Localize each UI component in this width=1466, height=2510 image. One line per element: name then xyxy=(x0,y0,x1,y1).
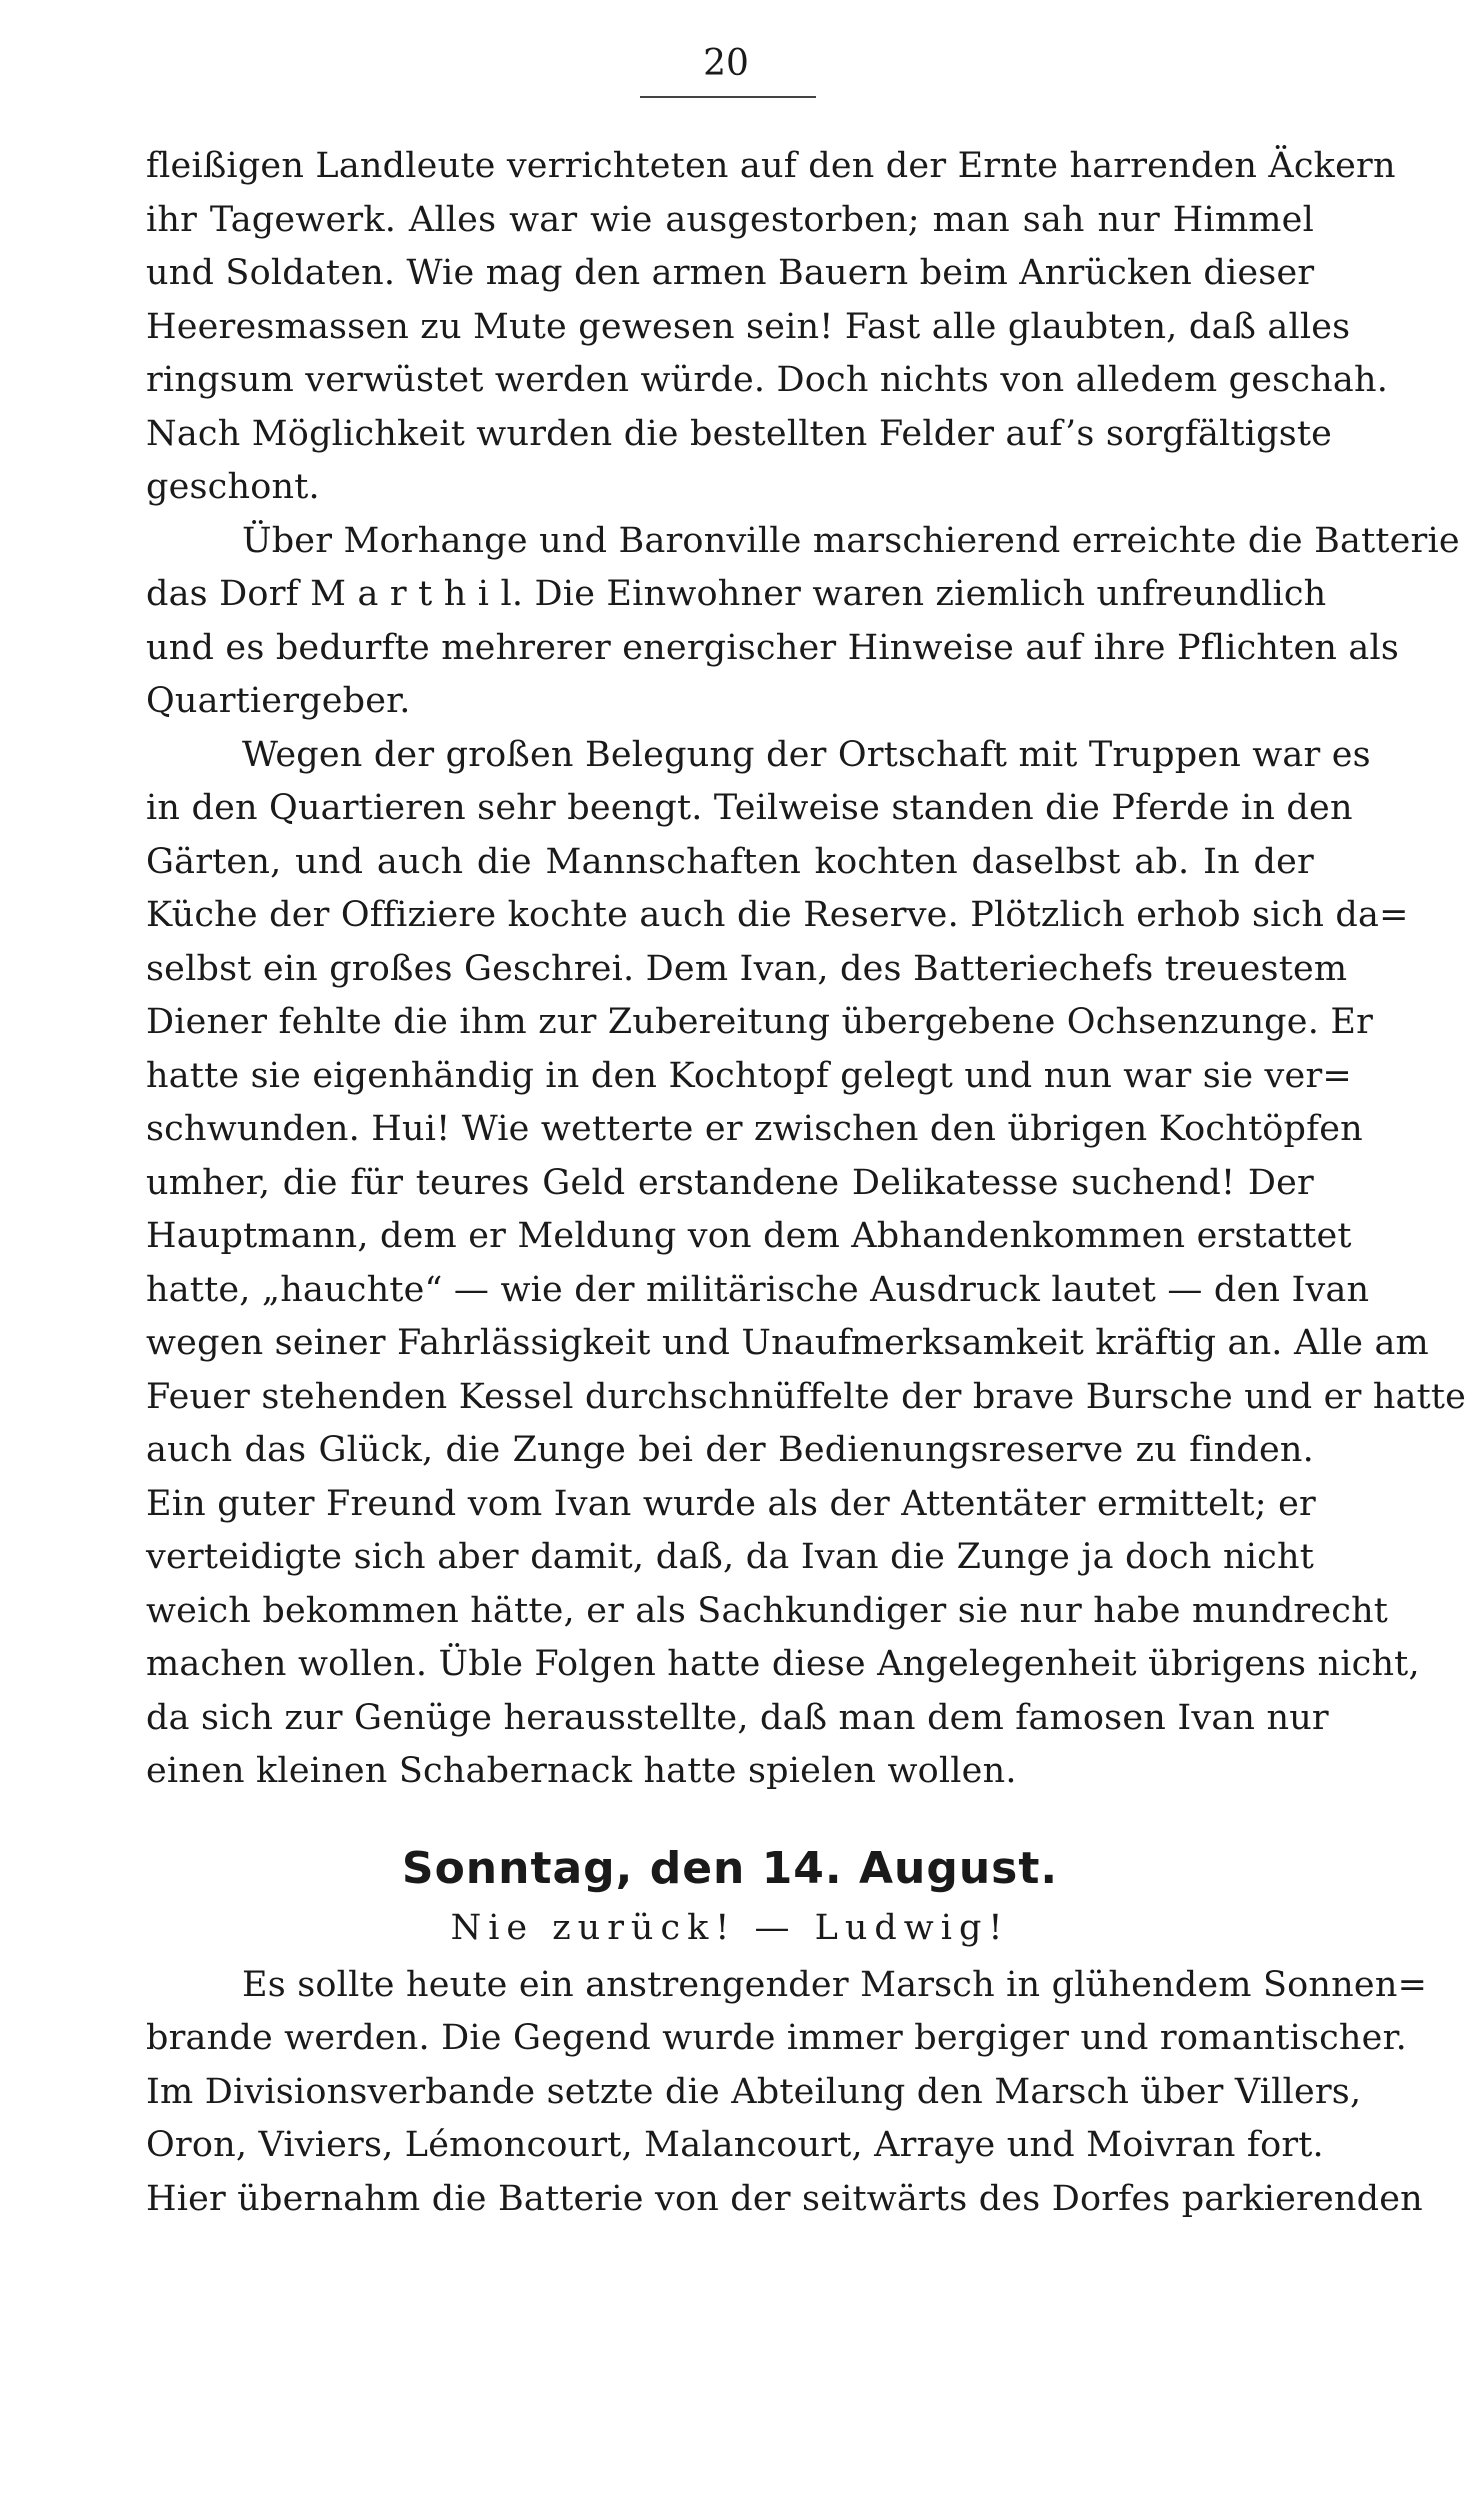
text-line: Gärten, und auch die Mannschaften kochten daselbst ab. In der xyxy=(146,841,1314,882)
text-line: selbst ein großes Geschrei. Dem Ivan, des Batteriechefs treuestem xyxy=(146,948,1348,989)
text-line: ringsum verwüstet werden würde. Doch nichts von alledem geschah. xyxy=(146,360,1389,400)
paragraph xyxy=(146,140,1396,515)
text-line: Diener fehlte die ihm zur Zubereitung übergebene Ochsenzunge. Er xyxy=(146,1002,1374,1042)
text-line: geschont. xyxy=(146,467,320,507)
text-line: Oron, Viviers, Lémoncourt, Malancourt, Arraye und Moivran fort. xyxy=(146,2125,1324,2165)
body-text-top xyxy=(146,140,1466,1799)
text-line: in den Quartieren sehr beengt. Teilweise standen die Pferde in den xyxy=(146,788,1353,828)
text-line: auch das Glück, die Zunge bei der Bedienungsreserve zu finden. xyxy=(146,1430,1314,1470)
text-line: Heeresmassen zu Mute gewesen sein! Fast alle glaubten, daß alles xyxy=(146,306,1351,347)
paragraph xyxy=(146,515,1460,729)
text-line: Feuer stehenden Kessel durchschnüffelte der brave Bursche und er hatte xyxy=(146,1376,1466,1417)
section-subtitle: Nie zurück! — Ludwig! xyxy=(450,1907,1010,1948)
text-line: und Soldaten. Wie mag den armen Bauern beim Anrücken dieser xyxy=(146,253,1315,293)
text-line: wegen seiner Fahrlässigkeit und Unaufmerksamkeit kräftig an. Alle am xyxy=(146,1323,1429,1363)
text-line: einen kleinen Schabernack hatte spielen wollen. xyxy=(146,1751,1017,1791)
paragraph xyxy=(146,729,1466,1799)
text-line: brande werden. Die Gegend wurde immer bergiger und romantischer. xyxy=(146,2018,1407,2058)
text-line: weich bekommen hätte, er als Sachkundiger sie nur habe mundrecht xyxy=(146,1590,1389,1631)
section-title: Sonntag, den 14. August. xyxy=(401,1842,1059,1894)
text-line: da sich zur Genüge herausstellte, daß man dem famosen Ivan nur xyxy=(146,1697,1329,1738)
text-line: verteidigte sich aber damit, daß, da Ivan die Zunge ja doch nicht xyxy=(146,1537,1314,1577)
text-line: umher, die für teures Geld erstandene Delikatesse suchend! Der xyxy=(146,1162,1314,1203)
text-line: machen wollen. Üble Folgen hatte diese Angelegenheit übrigens nicht, xyxy=(146,1644,1420,1684)
paragraph xyxy=(146,1959,1428,2227)
text-line: Hauptmann, dem er Meldung von dem Abhandenkommen erstattet xyxy=(146,1216,1352,1256)
page-number-rule xyxy=(640,96,816,98)
text-line: ihr Tagewerk. Alles war wie ausgestorben; man sah nur Himmel xyxy=(146,199,1314,240)
text-line: Hier übernahm die Batterie von der seitwärts des Dorfes parkierenden xyxy=(146,2178,1423,2219)
text-line: Küche der Offiziere kochte auch die Reserve. Plötzlich erhob sich da= xyxy=(146,895,1409,935)
text-line: Im Divisionsverbande setzte die Abteilung den Marsch über Villers, xyxy=(146,2071,1362,2112)
text-column xyxy=(146,140,1466,2226)
text-line: hatte sie eigenhändig in den Kochtopf gelegt und nun war sie ver= xyxy=(146,1055,1352,1096)
text-line: Quartiergeber. xyxy=(146,681,411,721)
text-line: hatte, „hauchte“ — wie der militärische Ausdruck lautet — den Ivan xyxy=(146,1269,1370,1310)
body-text-bottom xyxy=(146,1959,1428,2227)
text-line: fleißigen Landleute verrichteten auf den der Ernte harrenden Äckern xyxy=(146,146,1396,186)
page-number: 20 xyxy=(703,43,749,84)
text-line: schwunden. Hui! Wie wetterte er zwischen den übrigen Kochtöpfen xyxy=(146,1109,1363,1149)
text-line: Über Morhange und Baronville marschierend erreichte die Batterie xyxy=(242,520,1460,561)
text-line: das Dorf M a r t h i l. Die Einwohner waren ziemlich unfreundlich xyxy=(146,574,1327,614)
text-line: Nach Möglichkeit wurden die bestellten Felder auf’s sorgfältigste xyxy=(146,413,1333,454)
text-line: und es bedurfte mehrerer energischer Hinweise auf ihre Pflichten als xyxy=(146,627,1400,668)
text-line: Es sollte heute ein anstrengender Marsch in glühendem Sonnen= xyxy=(242,1964,1428,2005)
text-line: Ein guter Freund vom Ivan wurde als der Attentäter ermittelt; er xyxy=(146,1483,1316,1524)
text-line: Wegen der großen Belegung der Ortschaft mit Truppen war es xyxy=(242,734,1371,775)
